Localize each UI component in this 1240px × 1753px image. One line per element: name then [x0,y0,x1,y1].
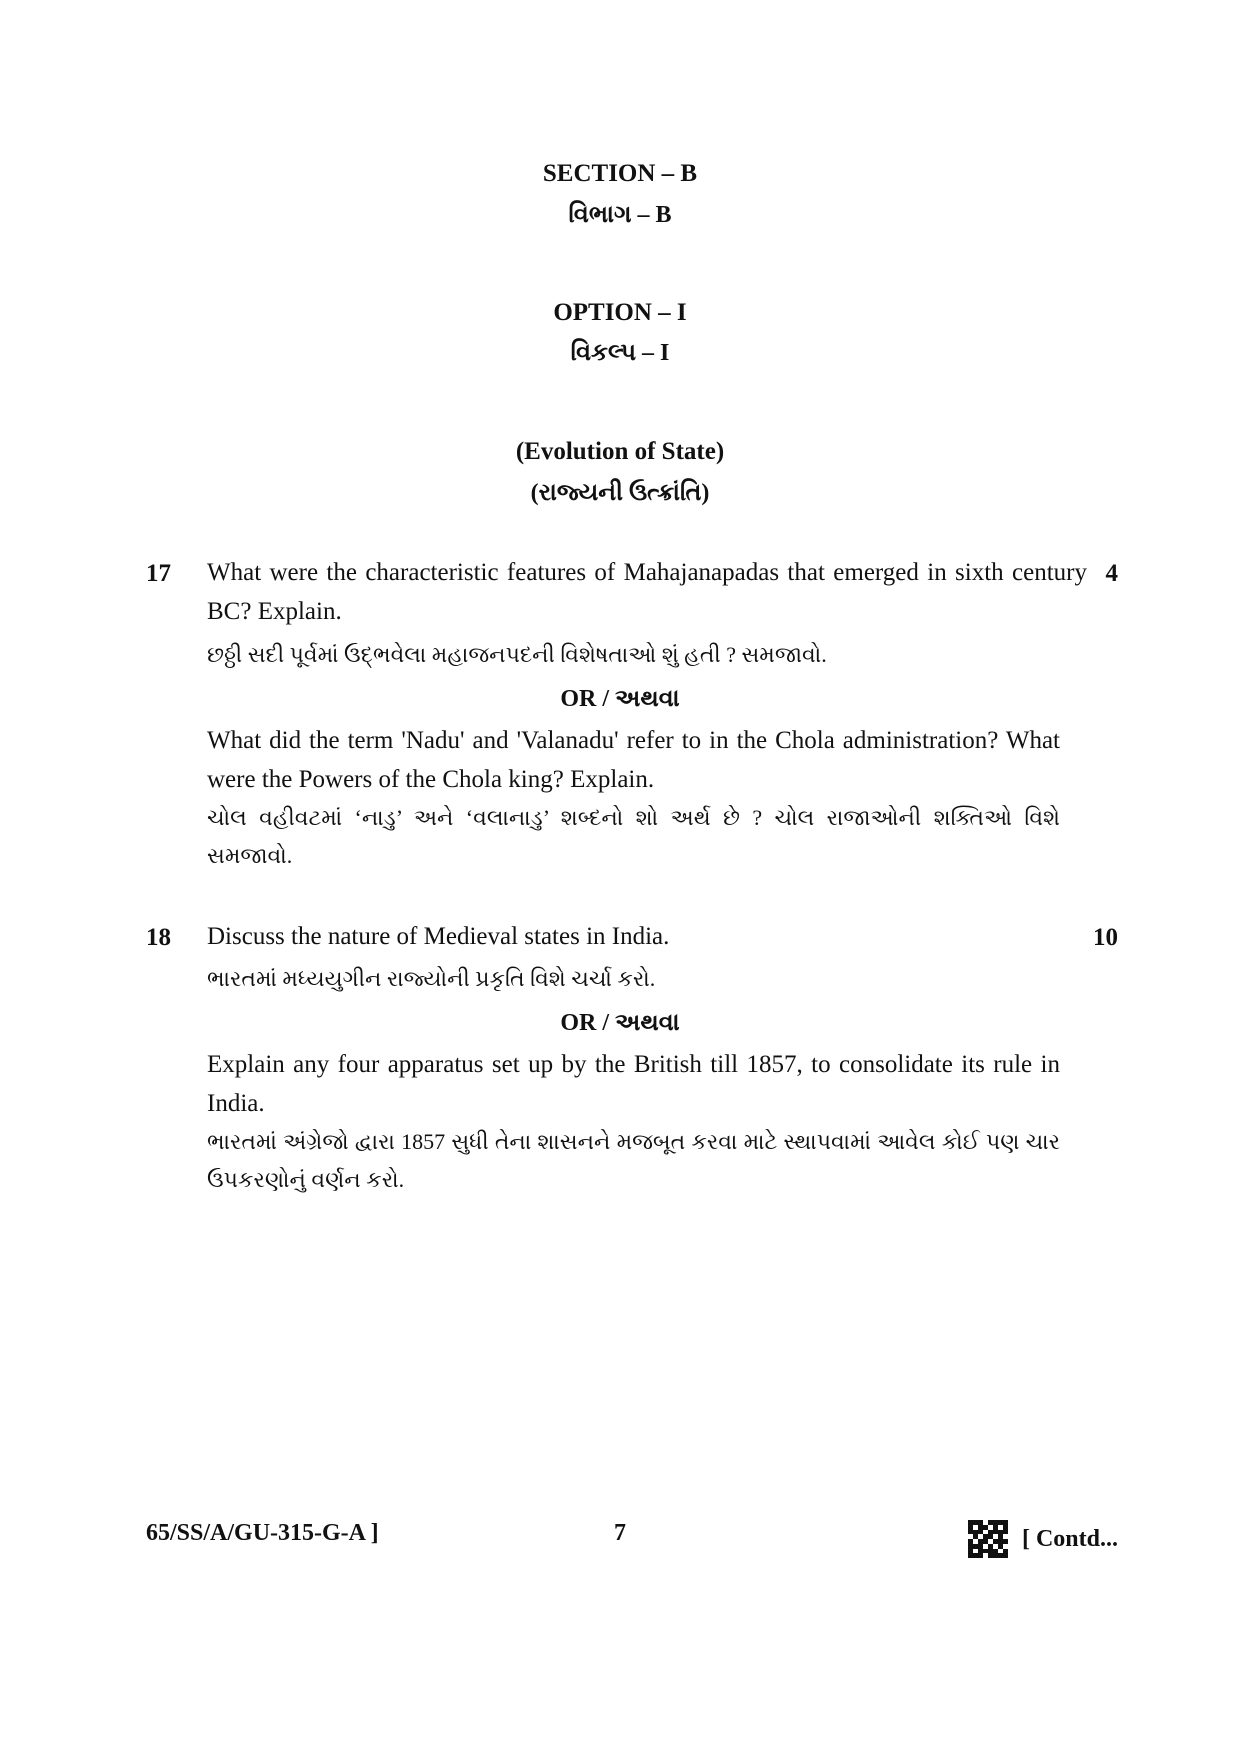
qr-code-icon [968,1520,1008,1558]
footer-continued [968,1520,1118,1558]
topic-heading: (Evolution of State) [515,438,725,465]
section-heading: SECTION – B [542,160,698,187]
option-heading-gujarati: વિકલ્પ – I [570,340,670,366]
alternative-question-text: Explain any four apparatus set up by the British till 1857, to consolidate its rule in India. [207,1051,1060,1117]
question-number: 18 [146,924,171,951]
or-separator: OR / અથવા [560,1010,680,1036]
continued-label: [ Contd... [1021,1525,1118,1552]
question-text-gujarati: છઠ્ઠી સદી પૂર્વમાં ઉદ્‌ભવેલા મહાજનપદની વિશેષતાઓ શું હતી ? સમજાવો. [207,642,827,667]
alternative-question-text-gujarati: ભારતમાં અંગ્રેજો દ્વારા 1857 સુધી તેના શાસનને મજબૂત કરવા માટે સ્થાપવામાં આવેલ કોઈ પણ ચાર ઉપકરણોનું વર્ણન કરો. [207,1129,1060,1192]
topic-heading-gujarati: (રાજ્યની ઉત્ક્રાંતિ) [530,480,710,506]
question-marks: 4 [1105,560,1118,587]
page-number: 7 [614,1520,626,1546]
alternative-question-text-gujarati: ચોલ વહીવટમાં ‘નાડુ’ અને ‘વલાનાડુ’ શબ્દનો શો અર્થ છે ? ચોલ રાજાઓની શક્તિઓ વિશે સમજાવો. [207,805,1060,868]
paper-code: 65/SS/A/GU-315-G-A ] [146,1520,379,1546]
alternative-question-text: What did the term 'Nadu' and 'Valanadu' refer to in the Chola administration? What were the Powers of the Chola king? Explain. [207,727,1060,793]
question-number: 17 [146,560,171,587]
question-text: Discuss the nature of Medieval states in India. [207,923,670,950]
question-text: What were the characteristic features of Mahajanapadas that emerged in sixth century BC? Explain. [207,559,1087,625]
option-heading: OPTION – I [553,299,687,326]
question-text-gujarati: ભારતમાં મધ્યયુગીન રાજ્યોની પ્રકૃતિ વિશે ચર્ચા કરો. [207,966,656,991]
or-separator: OR / અથવા [560,686,680,712]
section-heading-gujarati: વિભાગ – B [568,202,672,228]
question-marks: 10 [1093,924,1118,951]
